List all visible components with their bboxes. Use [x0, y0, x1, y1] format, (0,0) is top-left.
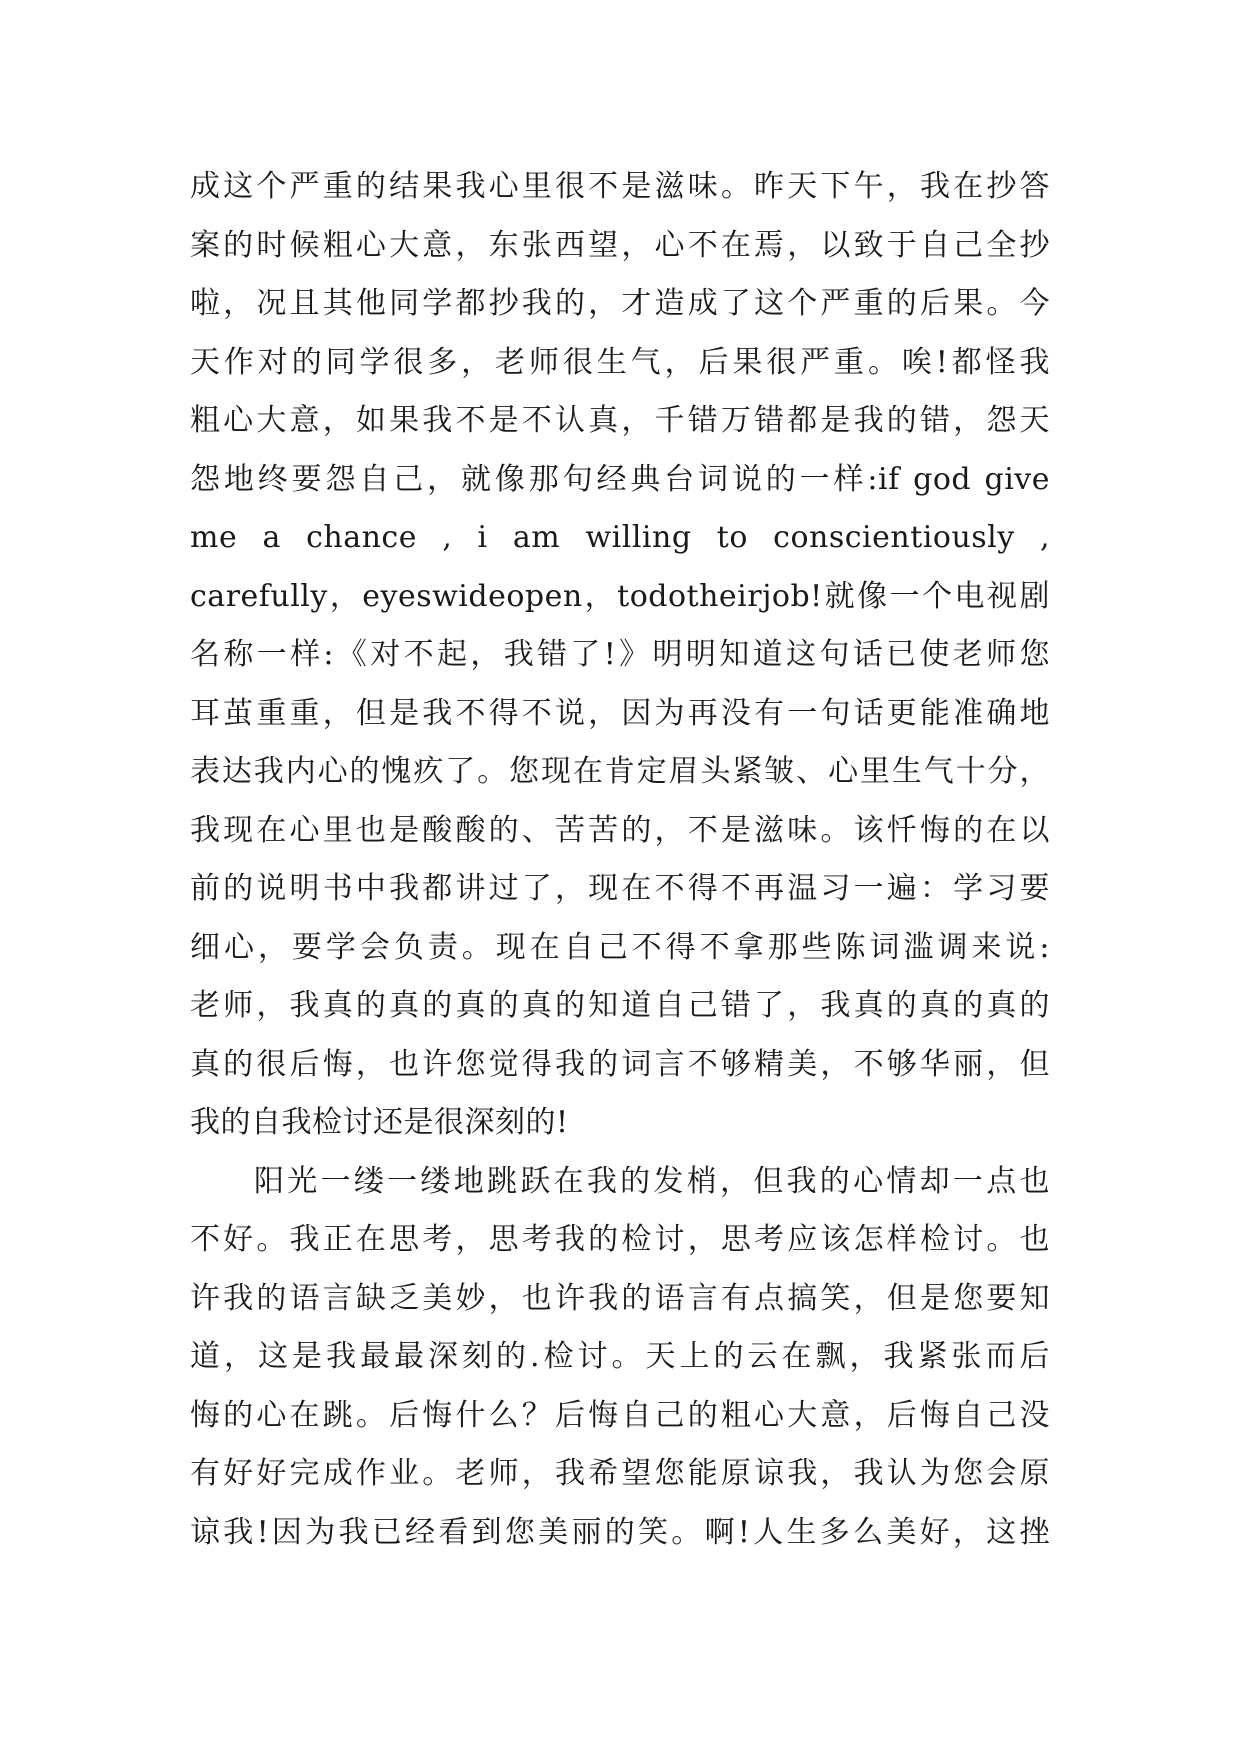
text-line: 天作对的同学很多，老师很生气，后果很严重。唉!都怪我 [190, 344, 1050, 380]
text-line: 不好。我正在思考，思考我的检讨，思考应该怎样检讨。也 [190, 1222, 1050, 1257]
text-line: 阳光一缕一缕地跳跃在我的发梢，但我的心情却一点也 [254, 1163, 1050, 1199]
text-line: carefully，eyeswideopen，todotheirjob!就像一个电视剧 [190, 578, 1050, 614]
text-line: 谅我!因为我已经看到您美丽的笑。啊!人生多么美好，这挫 [190, 1514, 1050, 1550]
text-line: 名称一样:《对不起，我错了!》明明知道这句话已使老师您 [190, 637, 1050, 672]
body-text [190, 158, 1050, 1562]
text-line: 耳茧重重，但是我不得不说，因为再没有一句话更能准确地 [190, 695, 1050, 731]
text-line: 有好好完成作业。老师，我希望您能原谅我，我认为您会原 [190, 1456, 1050, 1491]
text-line: 怨地终要怨自己，就像那句经典台词说的一样:if god give [190, 461, 1050, 497]
text-line: 细心，要学会负责。现在自己不得不拿那些陈词滥调来说: [190, 929, 1050, 965]
text-line: 成这个严重的结果我心里很不是滋味。昨天下午，我在抄答 [190, 169, 1050, 204]
text-line: 前的说明书中我都讲过了，现在不得不再温习一遍：学习要 [190, 871, 1050, 906]
text-line: me a chance , i am willing to conscientiously , [190, 520, 1050, 555]
text-line: 表达我内心的愧疚了。您现在肯定眉头紧皱、心里生气十分， [190, 754, 1050, 789]
text-line: 老师，我真的真的真的真的知道自己错了，我真的真的真的 [190, 988, 1050, 1023]
text-line: 悔的心在跳。后悔什么？后悔自己的粗心大意，后悔自己没 [190, 1397, 1050, 1433]
text-line: 许我的语言缺乏美妙，也许我的语言有点搞笑，但是您要知 [190, 1280, 1050, 1316]
text-line: 道，这是我最最深刻的.检讨。天上的云在飘，我紧张而后 [190, 1339, 1050, 1374]
text-line: 我现在心里也是酸酸的、苦苦的，不是滋味。该忏悔的在以 [190, 812, 1050, 848]
text-line: 案的时候粗心大意，东张西望，心不在焉，以致于自己全抄 [190, 227, 1050, 263]
text-line: 我的自我检讨还是很深刻的! [190, 1105, 569, 1140]
text-line: 啦，况且其他同学都抄我的，才造成了这个严重的后果。今 [190, 286, 1050, 321]
text-line: 真的很后悔，也许您觉得我的词言不够精美，不够华丽，但 [190, 1046, 1050, 1082]
text-line: 粗心大意，如果我不是不认真，千错万错都是我的错，怨天 [190, 403, 1050, 438]
